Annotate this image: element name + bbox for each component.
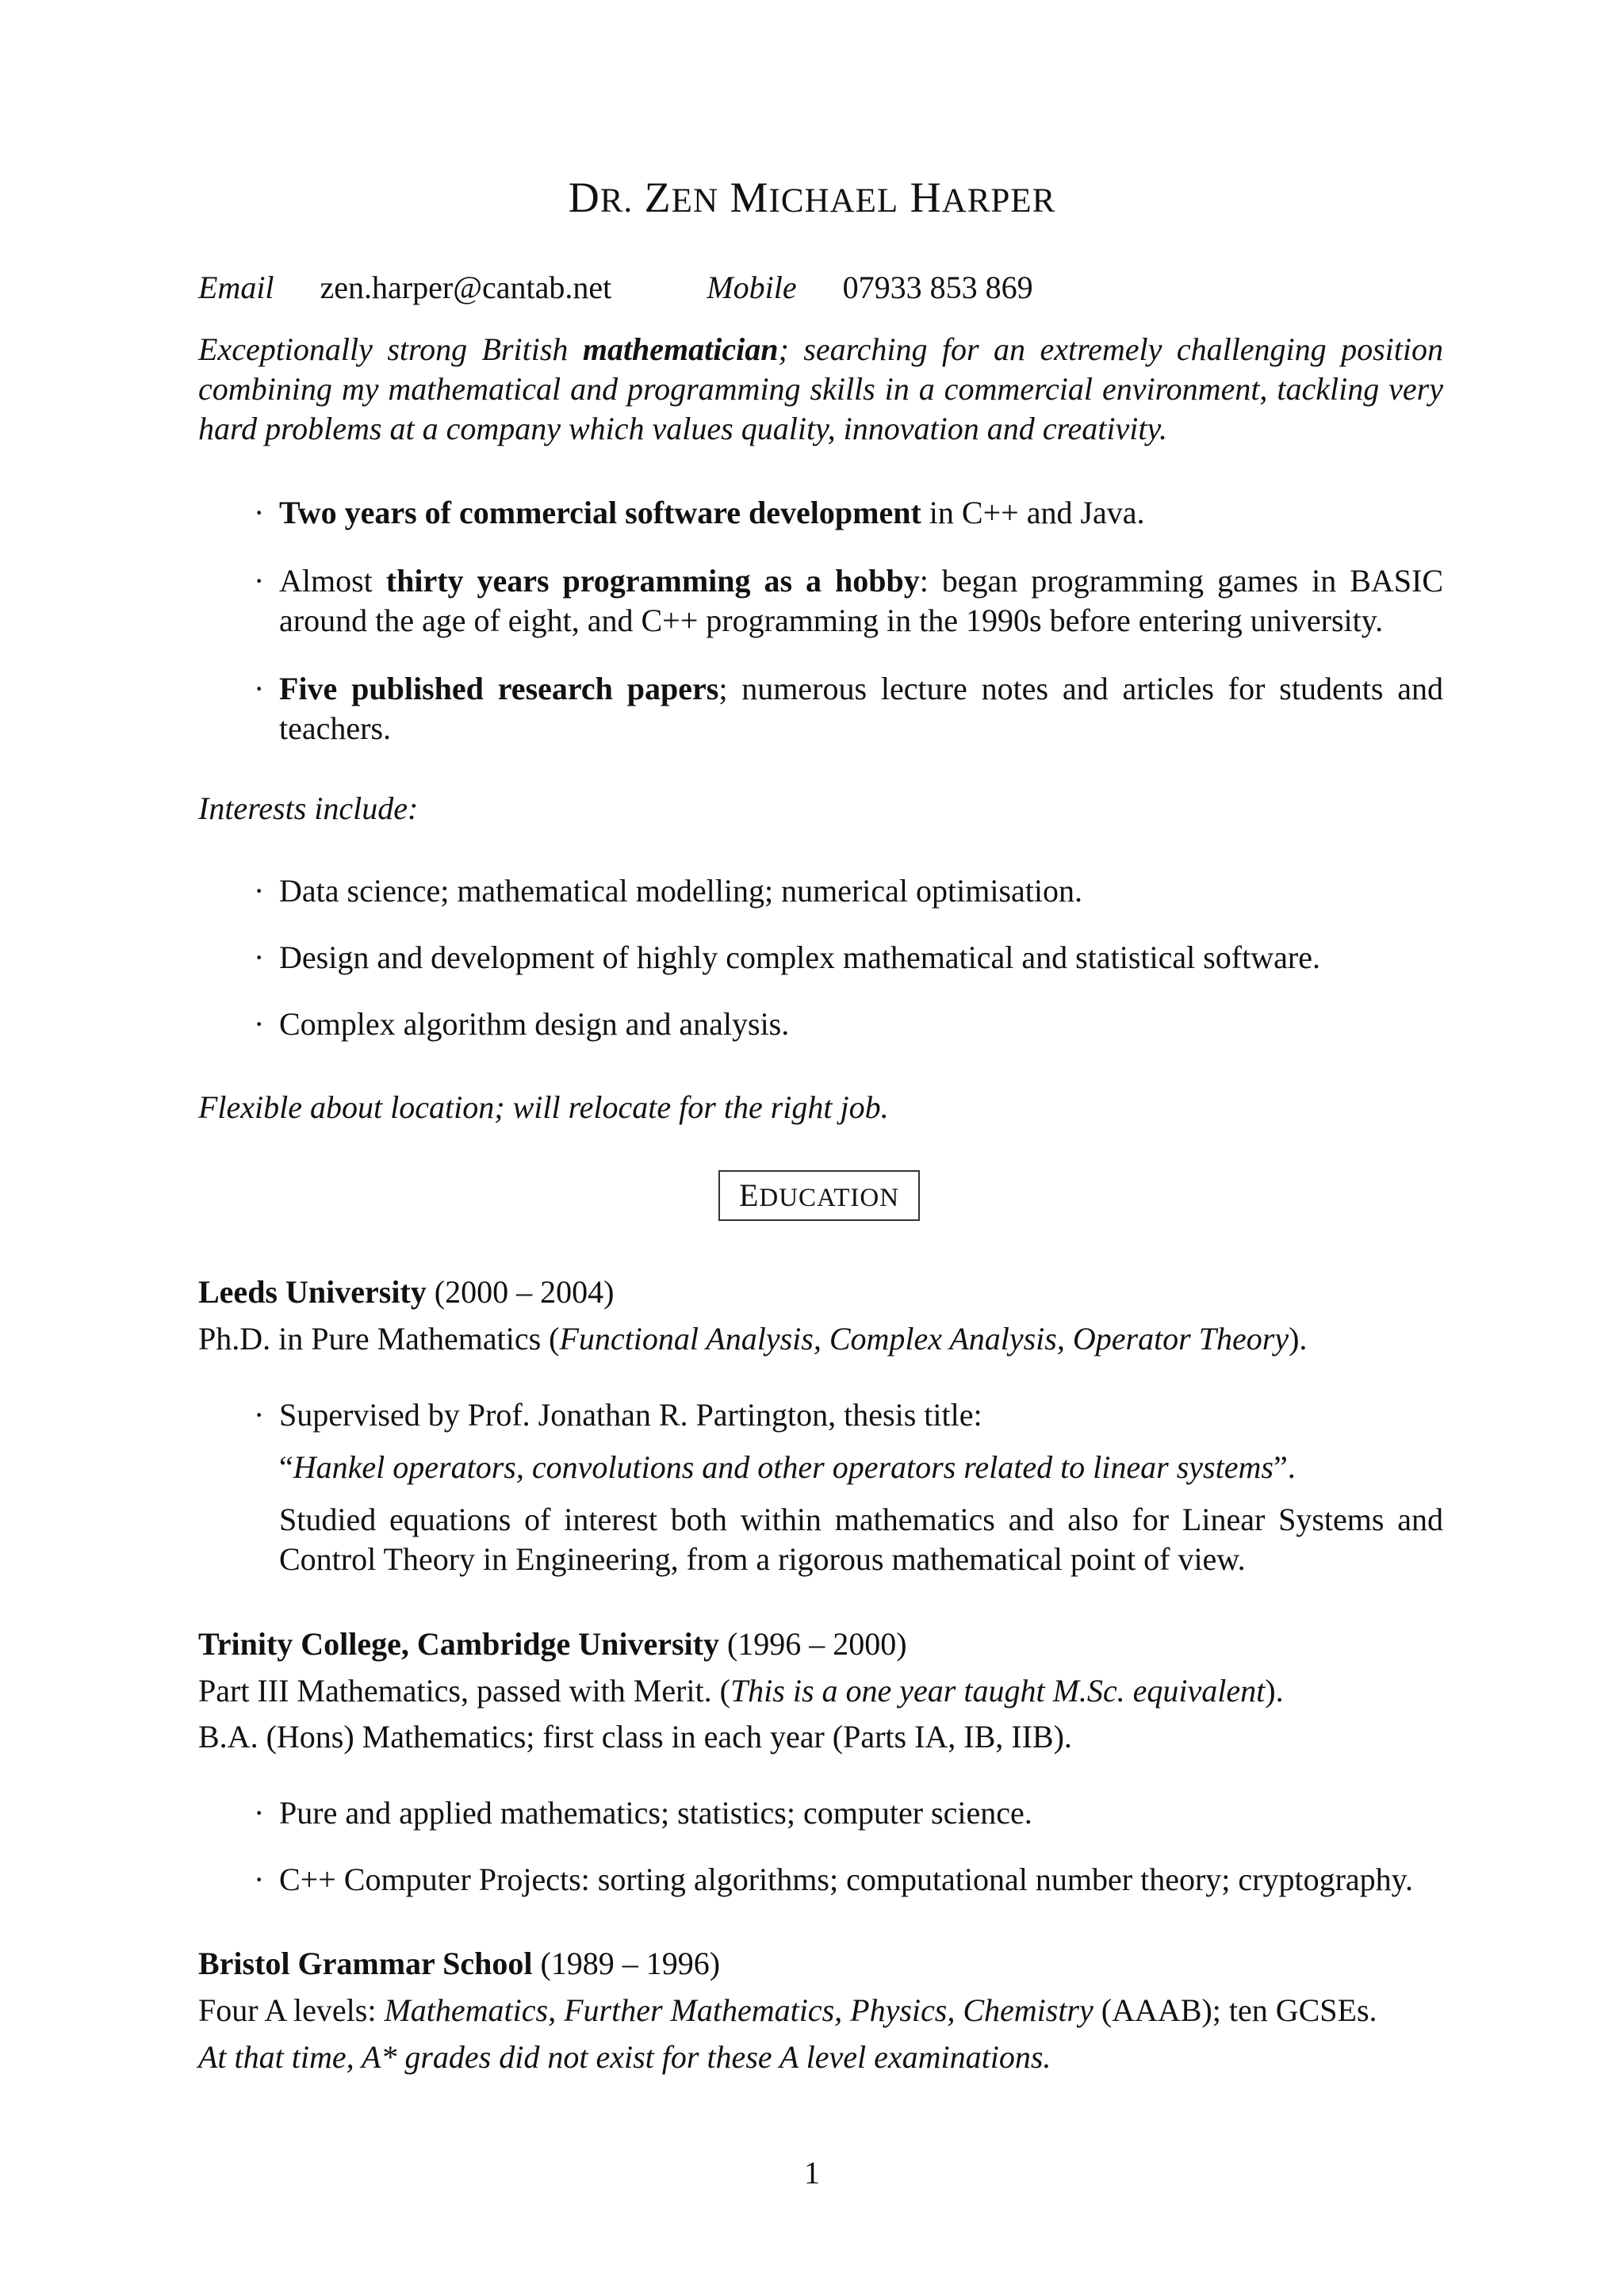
section-heading-education: EDUCATION (718, 1170, 920, 1221)
bullet-icon: · (254, 495, 265, 530)
bristol-heading: Bristol Grammar School (1989 – 1996) (198, 1946, 721, 1981)
location-note: Flexible about location; will relocate for the right job. (198, 1089, 889, 1125)
list-item: · Five published research papers; numerous lecture notes and articles for students and teachers. (254, 671, 1444, 746)
trinity-part3: Part III Mathematics, passed with Merit. (This is a one year taught M.Sc. equivalent). (198, 1673, 1284, 1709)
bullet-icon: · (254, 1006, 265, 1042)
page-title: DR. ZEN MICHAEL HARPER (568, 174, 1056, 221)
bullet-icon: · (254, 671, 265, 706)
thesis-title: “Hankel operators, convolutions and other operators related to linear systems”. (279, 1449, 1296, 1485)
bullet-icon: · (254, 1795, 265, 1831)
list-item: · Complex algorithm design and analysis. (254, 1004, 1443, 1044)
bristol-alevels: Four A levels: Mathematics, Further Mathematics, Physics, Chemistry (AAAB); ten GCSEs. (198, 1992, 1377, 2028)
list-item: · Pure and applied mathematics; statistics; computer science. (254, 1793, 1443, 1833)
mobile-label: Mobile (707, 270, 797, 305)
list-item: · Two years of commercial software development in C++ and Java. (254, 493, 1443, 533)
interests-list (254, 871, 1443, 1044)
bullet-icon: · (254, 873, 265, 909)
bullet-icon: · (254, 1862, 265, 1897)
highlights-list (254, 493, 1443, 748)
list-item: · Design and development of highly complex mathematical and statistical software. (254, 938, 1443, 978)
email-label: Email (198, 270, 274, 305)
list-item: · Supervised by Prof. Jonathan R. Partington, thesis title: “Hankel operators, convolutions and other operators related to linear systems”. Studied equations of interest both within mathematics and also for Linear Systems and Control Theory in Engineering, from a rigorous mathematical point of view. (254, 1397, 1443, 1577)
list-item: · C++ Computer Projects: sorting algorithms; computational number theory; cryptography. (254, 1860, 1443, 1900)
list-item: · Almost thirty years programming as a hobby: began programming games in BASIC around the age of eight, and C++ programming in the 1990s before entering university. (254, 563, 1444, 638)
email-value[interactable]: zen.harper@cantab.net (320, 270, 612, 305)
page-number: 1 (804, 2155, 820, 2191)
leeds-heading: Leeds University (2000 – 2004) (198, 1274, 615, 1310)
contact-line (198, 268, 1033, 308)
leeds-details (254, 1395, 1443, 1579)
bullet-icon: · (254, 939, 265, 975)
bullet-icon: · (254, 563, 265, 599)
trinity-ba: B.A. (Hons) Mathematics; first class in each year (Parts IA, IB, IIB). (198, 1719, 1072, 1755)
bullet-icon: · (254, 1397, 265, 1433)
trinity-details (254, 1793, 1443, 1900)
list-item: · Data science; mathematical modelling; numerical optimisation. (254, 871, 1443, 911)
interests-heading: Interests include: (198, 790, 419, 826)
bristol-note: At that time, A* grades did not exist for these A level examinations. (198, 2039, 1051, 2075)
leeds-degree: Ph.D. in Pure Mathematics (Functional Analysis, Complex Analysis, Operator Theory). (198, 1321, 1308, 1357)
summary-paragraph: Exceptionally strong British mathematician; searching for an extremely challenging position combining my mathematical and programming skills in a commercial environment, tackling very hard problems at a company which values quality, innovation and creativity. (198, 331, 1443, 446)
mobile-value[interactable]: 07933 853 869 (842, 270, 1033, 305)
trinity-heading: Trinity College, Cambridge University (1996 – 2000) (198, 1626, 907, 1662)
